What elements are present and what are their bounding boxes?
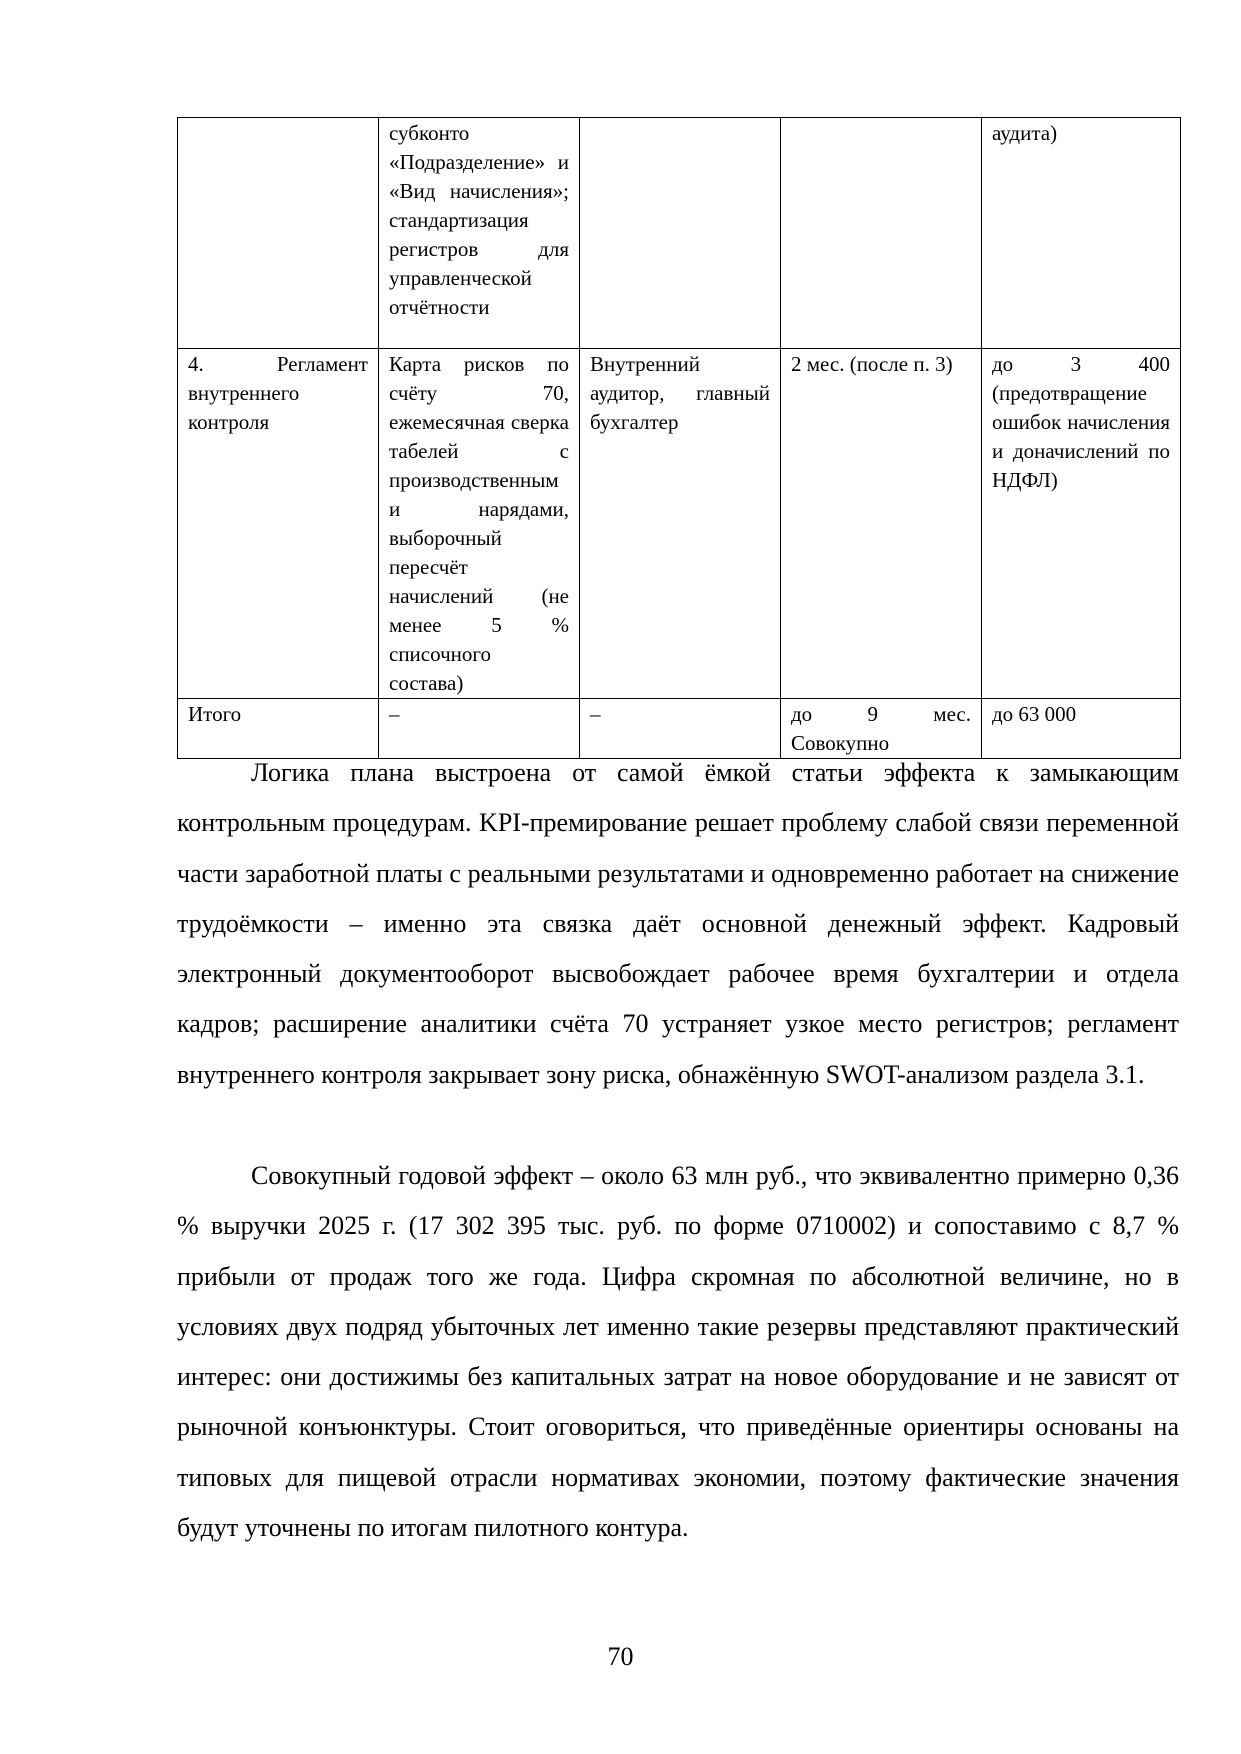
table-row [178, 118, 1181, 349]
body-paragraph: Логика плана выстроена от самой ёмкой статьи эффекта к замыкающим контрольным процедурам. KPI-премирование решает проблему слабой связи переменной части заработной платы с реальными результатами и одновременно работает на снижение трудоёмкости – именно эта связка даёт основной денежный эффект. Кадровый электронный документооборот высвобождает рабочее время бухгалтерии и отдела кадров; расширение аналитики счёта 70 устраняет узкое место регистров; регламент внутреннего контроля закрывает зону риска, обнажённую SWOT-анализом раздела 3.1. [177, 758, 1179, 1089]
cell-effect: до 3 400 (предотвращение ошибок начисления и доначислений по НДФЛ) [982, 349, 1181, 699]
cell-responsible [580, 118, 781, 349]
body-paragraph-block [177, 1151, 1179, 1553]
cell-content: субконто «Подразделение» и «Вид начисления»; стандартизация регистров для управленческой отчётности [379, 118, 580, 349]
body-paragraph-block [177, 748, 1179, 1100]
cell-content: Карта рисков по счёту 70, ежемесячная сверка табелей с производственными нарядами, выборочный пересчёт начислений (не менее 5 % списочного состава) [379, 349, 580, 699]
cell-measure: Итого [178, 699, 379, 759]
cell-measure: 4. Регламент внутреннего контроля [178, 349, 379, 699]
cell-term: до 9 мес. Совокупно [781, 699, 982, 759]
table-row [178, 349, 1181, 699]
cell-term [781, 118, 982, 349]
cell-responsible: Внутренний аудитор, главный бухгалтер [580, 349, 781, 699]
cell-measure [178, 118, 379, 349]
cell-effect: до 63 000 [982, 699, 1181, 759]
cell-content: – [379, 699, 580, 759]
measures-table [177, 117, 1181, 759]
body-paragraph: Совокупный годовой эффект – около 63 млн руб., что эквивалентно примерно 0,36 % выручки 2025 г. (17 302 395 тыс. руб. по форме 0710002) и сопоставимо с 8,7 % прибыли от продаж того же года. Цифра скромная по абсолютной величине, но в условиях двух подряд убыточных лет именно такие резервы представляют практический интерес: они достижимы без капитальных затрат на новое оборудование и не зависят от рыночной конъюнктуры. Стоит оговориться, что приведённые ориентиры основаны на типовых для пищевой отрасли нормативах экономии, поэтому фактические значения будут уточнены по итогам пилотного контура. [177, 1161, 1179, 1543]
cell-effect: аудита) [982, 118, 1181, 349]
cell-responsible: – [580, 699, 781, 759]
page-number: 70 [607, 1642, 634, 1671]
cell-term: 2 мес. (после п. 3) [781, 349, 982, 699]
